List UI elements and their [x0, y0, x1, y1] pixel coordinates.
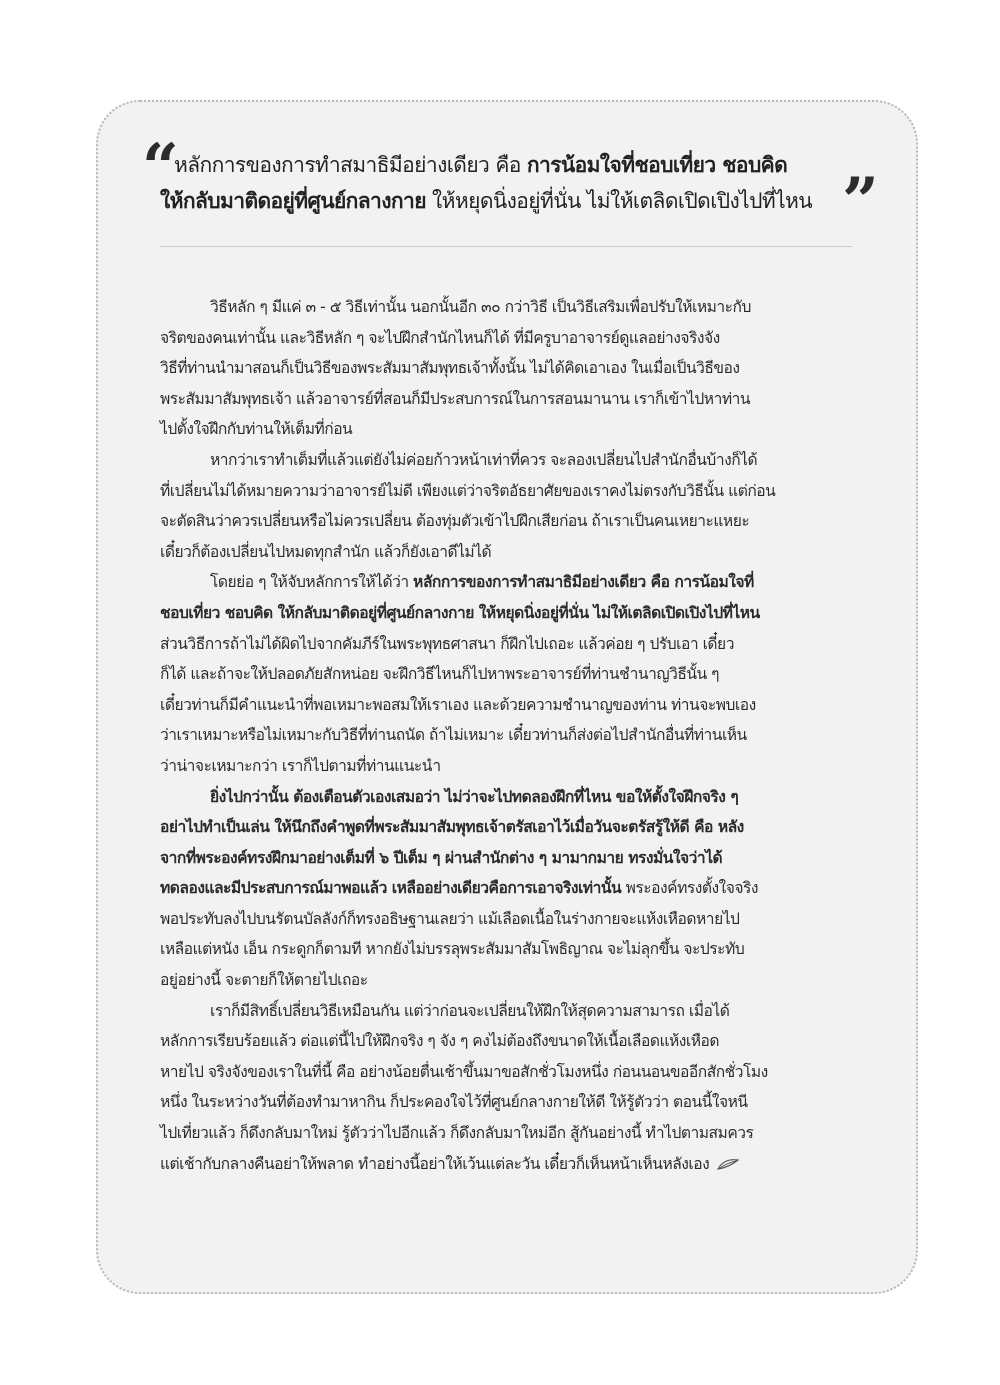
- p5-line: หนึ่ง ในระหว่างวันที่ต้องทำมาหากิน ก็ประคองใจไว้ที่ศูนย์กลางกายให้ดี ให้รู้ตัวว่า ตอนนี้ใจหนี: [160, 1093, 748, 1112]
- p3-line-1-bold: หลักการของการทำสมาธิมีอย่างเดียว คือ การน้อมใจที่: [413, 573, 754, 592]
- p4-line: อย่าไปทำเป็นเล่น ให้นึกถึงคำพูดที่พระสัมมาสัมพุทธเจ้าตรัสเอาไว้เมื่อวันจะตรัสรู้ให้ดี คือ หลัง: [160, 818, 744, 837]
- quote-divider: [160, 246, 852, 247]
- quote-line-2-normal: ให้หยุดนิ่งอยู่ที่นั่น ไม่ให้เตลิดเปิดเปิงไปที่ไหน: [425, 189, 813, 213]
- body-text: [160, 292, 852, 1179]
- p3-line: ว่าเราเหมาะหรือไม่เหมาะกับวิธีที่ท่านถนัด ถ้าไม่เหมาะ เดี๋ยวท่านก็ส่งต่อไปสำนักอื่นที่ท่านเห็น: [160, 726, 747, 745]
- pull-quote: [142, 130, 882, 239]
- p1-line: ไปตั้งใจฝึกกับท่านให้เต็มที่ก่อน: [160, 420, 353, 439]
- p1-line: จริตของคนเท่านั้น และวิธีหลัก ๆ จะไปฝึกสำนักไหนก็ได้ ที่มีครูบาอาจารย์ดูแลอย่างจริงจัง: [160, 328, 720, 347]
- p4-line-4-normal: พระองค์ทรงตั้งใจจริง: [621, 879, 758, 898]
- p5-line: หายไป จริงจังของเราในที่นี้ คือ อย่างน้อยตื่นเช้าขึ้นมาขอสักชั่วโมงหนึ่ง ก่อนนอนขออีกสักชั่วโมง: [160, 1062, 768, 1081]
- open-quote-mark: “: [142, 130, 179, 205]
- p5-last-line: [160, 1149, 852, 1180]
- p1-line: วิธีหลัก ๆ มีแค่ ๓ - ๕ วิธีเท่านั้น นอกนั้นอีก ๓๐ กว่าวิธี เป็นวิธีเสริมเพื่อปรับให้เหมาะกับ: [210, 298, 751, 316]
- p2-line: เดี๋ยวก็ต้องเปลี่ยนไปหมดทุกสำนัก แล้วก็ยังเอาดีไม่ได้: [160, 542, 492, 561]
- p5-line: หลักการเรียบร้อยแล้ว ต่อแต่นี้ไปให้ฝึกจริง ๆ จัง ๆ คงไม่ต้องถึงขนาดให้เนื้อเลือดแห้งเหือด: [160, 1032, 719, 1051]
- p1-line: วิธีที่ท่านนำมาสอนก็เป็นวิธีของพระสัมมาสัมพุทธเจ้าทั้งนั้น ไม่ได้คิดเอาเอง ในเมื่อเป็นวิธีของ: [160, 359, 740, 378]
- p4-line: อยู่อย่างนี้ จะตายก็ให้ตายไปเถอะ: [160, 971, 368, 990]
- quote-line-2: [160, 186, 812, 216]
- p3-line: ก็ได้ และถ้าจะให้ปลอดภัยสักหน่อย จะฝึกวิธีไหนก็ไปหาพระอาจารย์ที่ท่านชำนาญวิธีนั้น ๆ: [160, 665, 720, 684]
- p4-line: จากที่พระองค์ทรงฝึกมาอย่างเต็มที่ ๖ ปีเต็ม ๆ ผ่านสำนักต่าง ๆ มามากมาย ทรงมั่นใจว่าได้: [160, 848, 723, 867]
- p3-line: ชอบเที่ยว ชอบคิด ให้กลับมาติดอยู่ที่ศูนย์กลางกาย ให้หยุดนิ่งอยู่ที่นั่น ไม่ให้เตลิดเปิดเปิงไปที่ไหน: [160, 603, 760, 622]
- p2-line: ที่เปลี่ยนไม่ได้หมายความว่าอาจารย์ไม่ดี เพียงแต่ว่าจริตอัธยาศัยของเราคงไม่ตรงกับวิธีนั้น แต่ก่อน: [160, 481, 776, 500]
- p1-line: พระสัมมาสัมพุทธเจ้า แล้วอาจารย์ที่สอนก็มีประสบการณ์ในการสอนมานาน เราก็เข้าไปหาท่าน: [160, 389, 751, 408]
- quote-line-1-bold: การน้อมใจที่ชอบเที่ยว ชอบคิด: [526, 153, 788, 177]
- p3-line: [160, 567, 852, 598]
- close-quote-mark: ”: [842, 164, 879, 239]
- p3-line-1-normal: โดยย่อ ๆ ให้จับหลักการให้ได้ว่า: [210, 573, 414, 592]
- p2-line: จะตัดสินว่าควรเปลี่ยนหรือไม่ควรเปลี่ยน ต้องทุ่มตัวเข้าไปฝึกเสียก่อน ถ้าเราเป็นคนเหยาะแหยะ: [160, 512, 750, 531]
- p4-line: ยิ่งไปกว่านั้น ต้องเตือนตัวเองเสมอว่า ไม่ว่าจะไปทดลองฝึกที่ไหน ขอให้ตั้งใจฝึกจริง ๆ: [210, 787, 739, 806]
- p4-line: เหลือแต่หนัง เอ็น กระดูกก็ตามที หากยังไม่บรรลุพระสัมมาสัมโพธิญาณ จะไม่ลุกขึ้น จะประทับ: [160, 940, 745, 959]
- p5-line: ไปเที่ยวแล้ว ก็ดึงกลับมาใหม่ รู้ตัวว่าไปอีกแล้ว ก็ดึงกลับมาใหม่อีก สู้กันอย่างนี้ ทำไปตามสมควร: [160, 1124, 754, 1143]
- quote-line-1-normal: หลักการของการทำสมาธิมีอย่างเดียว คือ: [174, 153, 527, 177]
- p4-line-4-bold: ทดลองและมีประสบการณ์มาพอแล้ว เหลืออย่างเดียวคือการเอาจริงเท่านั้น: [160, 879, 622, 898]
- quote-line-2-bold: ให้กลับมาติดอยู่ที่ศูนย์กลางกาย: [160, 189, 426, 213]
- p4-line: พอประทับลงไปบนรัตนบัลลังก์ก็ทรงอธิษฐานเลยว่า แม้เลือดเนื้อในร่างกายจะแห้งเหือดหายไป: [160, 909, 740, 928]
- p3-line: ว่าน่าจะเหมาะกว่า เราก็ไปตามที่ท่านแนะนำ: [160, 756, 441, 775]
- p3-line: ส่วนวิธีการถ้าไม่ได้ผิดไปจากคัมภีร์ในพระพุทธศาสนา ก็ฝึกไปเถอะ แล้วค่อย ๆ ปรับเอา เดี๋ยว: [160, 634, 734, 653]
- quote-line-1: [174, 150, 787, 180]
- p4-line: [160, 873, 852, 904]
- p2-line: หากว่าเราทำเต็มที่แล้วแต่ยังไม่ค่อยก้าวหน้าเท่าที่ควร จะลองเปลี่ยนไปสำนักอื่นบ้างก็ได้: [210, 450, 758, 469]
- p5-last-text: แต่เช้ากับกลางคืนอย่าให้พลาด ทำอย่างนี้อย่าให้เว้นแต่ละวัน เดี๋ยวก็เห็นหน้าเห็นหลังเอง: [160, 1154, 710, 1173]
- leaf-end-icon: [717, 1158, 739, 1170]
- p3-line: เดี๋ยวท่านก็มีคำแนะนำที่พอเหมาะพอสมให้เราเอง และด้วยความชำนาญของท่าน ท่านจะพบเอง: [160, 695, 756, 714]
- p5-line: เราก็มีสิทธิ์เปลี่ยนวิธีเหมือนกัน แต่ว่าก่อนจะเปลี่ยนให้ฝึกให้สุดความสามารถ เมื่อได้: [210, 1001, 730, 1020]
